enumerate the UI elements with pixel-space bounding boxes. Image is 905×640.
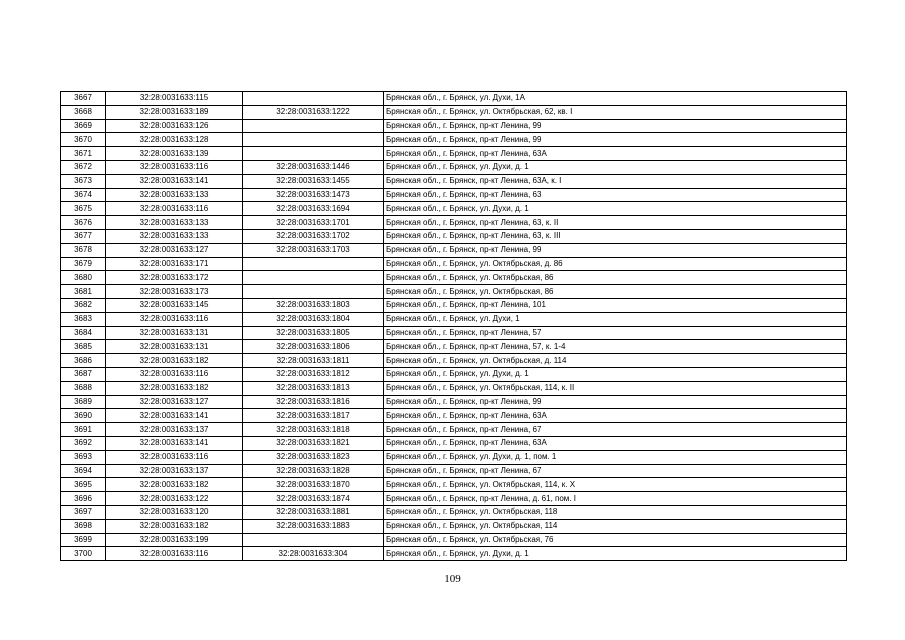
- row-number-cell: 3696: [61, 492, 106, 506]
- land-cadastral-number-cell: 32:28:0031633:116: [106, 547, 243, 561]
- row-number-cell: 3684: [61, 326, 106, 340]
- address-cell: Брянская обл., г. Брянск, ул. Октябрьская, 118: [384, 505, 847, 519]
- row-number-cell: 3679: [61, 257, 106, 271]
- row-number-cell: 3690: [61, 409, 106, 423]
- table-row: [61, 202, 847, 216]
- land-cadastral-number-cell: 32:28:0031633:133: [106, 229, 243, 243]
- row-number-cell: 3685: [61, 340, 106, 354]
- row-number-cell: 3693: [61, 450, 106, 464]
- row-number-cell: 3688: [61, 381, 106, 395]
- row-number-cell: 3677: [61, 229, 106, 243]
- table-row: [61, 505, 847, 519]
- row-number-cell: 3673: [61, 174, 106, 188]
- table-row: [61, 381, 847, 395]
- address-cell: Брянская обл., г. Брянск, ул. Октябрьская, 86: [384, 271, 847, 285]
- row-number-cell: 3692: [61, 436, 106, 450]
- address-cell: Брянская обл., г. Брянск, ул. Октябрьская, д. 86: [384, 257, 847, 271]
- row-number-cell: 3667: [61, 92, 106, 106]
- row-number-cell: 3695: [61, 478, 106, 492]
- table-row: [61, 119, 847, 133]
- land-cadastral-number-cell: 32:28:0031633:120: [106, 505, 243, 519]
- table-row: [61, 326, 847, 340]
- object-cadastral-number-cell: 32:28:0031633:1823: [243, 450, 384, 464]
- table-row: [61, 216, 847, 230]
- land-cadastral-number-cell: 32:28:0031633:127: [106, 395, 243, 409]
- row-number-cell: 3680: [61, 271, 106, 285]
- object-cadastral-number-cell: [243, 285, 384, 299]
- row-number-cell: 3691: [61, 423, 106, 437]
- object-cadastral-number-cell: 32:28:0031633:1817: [243, 409, 384, 423]
- table-row: [61, 243, 847, 257]
- table-row: [61, 409, 847, 423]
- table-row: [61, 160, 847, 174]
- address-cell: Брянская обл., г. Брянск, ул. Духи, 1: [384, 312, 847, 326]
- land-cadastral-number-cell: 32:28:0031633:139: [106, 147, 243, 161]
- row-number-cell: 3689: [61, 395, 106, 409]
- land-cadastral-number-cell: 32:28:0031633:116: [106, 160, 243, 174]
- object-cadastral-number-cell: [243, 119, 384, 133]
- land-cadastral-number-cell: 32:28:0031633:199: [106, 533, 243, 547]
- table-row: [61, 92, 847, 106]
- land-cadastral-number-cell: 32:28:0031633:127: [106, 243, 243, 257]
- address-cell: Брянская обл., г. Брянск, пр-кт Ленина, 63, к. II: [384, 216, 847, 230]
- address-cell: Брянская обл., г. Брянск, ул. Октябрьская, 114: [384, 519, 847, 533]
- object-cadastral-number-cell: 32:28:0031633:1813: [243, 381, 384, 395]
- table-row: [61, 298, 847, 312]
- object-cadastral-number-cell: 32:28:0031633:1821: [243, 436, 384, 450]
- land-cadastral-number-cell: 32:28:0031633:173: [106, 285, 243, 299]
- row-number-cell: 3668: [61, 105, 106, 119]
- address-cell: Брянская обл., г. Брянск, пр-кт Ленина, 63: [384, 188, 847, 202]
- land-cadastral-number-cell: 32:28:0031633:131: [106, 340, 243, 354]
- address-cell: Брянская обл., г. Брянск, ул. Октябрьская, 86: [384, 285, 847, 299]
- address-cell: Брянская обл., г. Брянск, пр-кт Ленина, 99: [384, 243, 847, 257]
- page-number: 109: [444, 573, 461, 585]
- object-cadastral-number-cell: 32:28:0031633:1805: [243, 326, 384, 340]
- object-cadastral-number-cell: [243, 147, 384, 161]
- land-cadastral-number-cell: 32:28:0031633:189: [106, 105, 243, 119]
- object-cadastral-number-cell: 32:28:0031633:1803: [243, 298, 384, 312]
- object-cadastral-number-cell: 32:28:0031633:1701: [243, 216, 384, 230]
- row-number-cell: 3671: [61, 147, 106, 161]
- address-cell: Брянская обл., г. Брянск, пр-кт Ленина, д. 61, пом. I: [384, 492, 847, 506]
- address-cell: Брянская обл., г. Брянск, ул. Духи, д. 1: [384, 160, 847, 174]
- table-row: [61, 229, 847, 243]
- land-cadastral-number-cell: 32:28:0031633:126: [106, 119, 243, 133]
- object-cadastral-number-cell: 32:28:0031633:1818: [243, 423, 384, 437]
- object-cadastral-number-cell: 32:28:0031633:1812: [243, 367, 384, 381]
- row-number-cell: 3682: [61, 298, 106, 312]
- address-cell: Брянская обл., г. Брянск, ул. Октябрьская, д. 114: [384, 354, 847, 368]
- address-cell: Брянская обл., г. Брянск, пр-кт Ленина, 99: [384, 119, 847, 133]
- address-cell: Брянская обл., г. Брянск, пр-кт Ленина, 63А: [384, 409, 847, 423]
- land-cadastral-number-cell: 32:28:0031633:133: [106, 216, 243, 230]
- table-row: [61, 105, 847, 119]
- object-cadastral-number-cell: 32:28:0031633:1874: [243, 492, 384, 506]
- address-cell: Брянская обл., г. Брянск, ул. Духи, д. 1: [384, 367, 847, 381]
- row-number-cell: 3670: [61, 133, 106, 147]
- address-cell: Брянская обл., г. Брянск, ул. Духи, д. 1, пом. 1: [384, 450, 847, 464]
- address-cell: Брянская обл., г. Брянск, пр-кт Ленина, 63А, к. I: [384, 174, 847, 188]
- land-cadastral-number-cell: 32:28:0031633:141: [106, 436, 243, 450]
- row-number-cell: 3698: [61, 519, 106, 533]
- land-cadastral-number-cell: 32:28:0031633:141: [106, 409, 243, 423]
- object-cadastral-number-cell: [243, 271, 384, 285]
- object-cadastral-number-cell: 32:28:0031633:1804: [243, 312, 384, 326]
- land-cadastral-number-cell: 32:28:0031633:122: [106, 492, 243, 506]
- row-number-cell: 3675: [61, 202, 106, 216]
- row-number-cell: 3686: [61, 354, 106, 368]
- registry-table: [60, 91, 847, 561]
- object-cadastral-number-cell: [243, 133, 384, 147]
- table-row: [61, 436, 847, 450]
- table-row: [61, 464, 847, 478]
- land-cadastral-number-cell: 32:28:0031633:171: [106, 257, 243, 271]
- address-cell: Брянская обл., г. Брянск, ул. Духи, 1А: [384, 92, 847, 106]
- row-number-cell: 3683: [61, 312, 106, 326]
- address-cell: Брянская обл., г. Брянск, пр-кт Ленина, 63, к. III: [384, 229, 847, 243]
- object-cadastral-number-cell: 32:28:0031633:1473: [243, 188, 384, 202]
- table-row: [61, 492, 847, 506]
- table-row: [61, 271, 847, 285]
- row-number-cell: 3674: [61, 188, 106, 202]
- address-cell: Брянская обл., г. Брянск, пр-кт Ленина, 99: [384, 133, 847, 147]
- table-row: [61, 533, 847, 547]
- table-row: [61, 395, 847, 409]
- table-row: [61, 312, 847, 326]
- row-number-cell: 3681: [61, 285, 106, 299]
- table-row: [61, 285, 847, 299]
- table-row: [61, 188, 847, 202]
- table-row: [61, 547, 847, 561]
- object-cadastral-number-cell: 32:28:0031633:304: [243, 547, 384, 561]
- row-number-cell: 3687: [61, 367, 106, 381]
- object-cadastral-number-cell: [243, 92, 384, 106]
- object-cadastral-number-cell: 32:28:0031633:1811: [243, 354, 384, 368]
- address-cell: Брянская обл., г. Брянск, пр-кт Ленина, 99: [384, 395, 847, 409]
- address-cell: Брянская обл., г. Брянск, ул. Октябрьская, 62, кв. I: [384, 105, 847, 119]
- object-cadastral-number-cell: 32:28:0031633:1828: [243, 464, 384, 478]
- object-cadastral-number-cell: 32:28:0031633:1222: [243, 105, 384, 119]
- address-cell: Брянская обл., г. Брянск, пр-кт Ленина, 63А: [384, 147, 847, 161]
- row-number-cell: 3694: [61, 464, 106, 478]
- land-cadastral-number-cell: 32:28:0031633:116: [106, 312, 243, 326]
- row-number-cell: 3676: [61, 216, 106, 230]
- land-cadastral-number-cell: 32:28:0031633:172: [106, 271, 243, 285]
- object-cadastral-number-cell: 32:28:0031633:1703: [243, 243, 384, 257]
- object-cadastral-number-cell: 32:28:0031633:1806: [243, 340, 384, 354]
- address-cell: Брянская обл., г. Брянск, ул. Духи, д. 1: [384, 202, 847, 216]
- object-cadastral-number-cell: 32:28:0031633:1870: [243, 478, 384, 492]
- address-cell: Брянская обл., г. Брянск, пр-кт Ленина, 57: [384, 326, 847, 340]
- land-cadastral-number-cell: 32:28:0031633:128: [106, 133, 243, 147]
- table-row: [61, 174, 847, 188]
- address-cell: Брянская обл., г. Брянск, пр-кт Ленина, 67: [384, 423, 847, 437]
- table-row: [61, 147, 847, 161]
- table-row: [61, 450, 847, 464]
- table-row: [61, 340, 847, 354]
- address-cell: Брянская обл., г. Брянск, ул. Октябрьская, 114, к. Х: [384, 478, 847, 492]
- land-cadastral-number-cell: 32:28:0031633:182: [106, 381, 243, 395]
- land-cadastral-number-cell: 32:28:0031633:116: [106, 450, 243, 464]
- land-cadastral-number-cell: 32:28:0031633:145: [106, 298, 243, 312]
- table-row: [61, 257, 847, 271]
- table-row: [61, 423, 847, 437]
- row-number-cell: 3699: [61, 533, 106, 547]
- object-cadastral-number-cell: 32:28:0031633:1694: [243, 202, 384, 216]
- object-cadastral-number-cell: 32:28:0031633:1816: [243, 395, 384, 409]
- table-row: [61, 478, 847, 492]
- land-cadastral-number-cell: 32:28:0031633:133: [106, 188, 243, 202]
- row-number-cell: 3669: [61, 119, 106, 133]
- object-cadastral-number-cell: 32:28:0031633:1702: [243, 229, 384, 243]
- object-cadastral-number-cell: 32:28:0031633:1881: [243, 505, 384, 519]
- address-cell: Брянская обл., г. Брянск, пр-кт Ленина, 67: [384, 464, 847, 478]
- address-cell: Брянская обл., г. Брянск, пр-кт Ленина, 57, к. 1-4: [384, 340, 847, 354]
- object-cadastral-number-cell: [243, 257, 384, 271]
- address-cell: Брянская обл., г. Брянск, ул. Октябрьская, 76: [384, 533, 847, 547]
- address-cell: Брянская обл., г. Брянск, ул. Духи, д. 1: [384, 547, 847, 561]
- land-cadastral-number-cell: 32:28:0031633:115: [106, 92, 243, 106]
- table-row: [61, 519, 847, 533]
- land-cadastral-number-cell: 32:28:0031633:182: [106, 478, 243, 492]
- registry-table-body: [61, 92, 847, 561]
- row-number-cell: 3678: [61, 243, 106, 257]
- address-cell: Брянская обл., г. Брянск, пр-кт Ленина, 63А: [384, 436, 847, 450]
- land-cadastral-number-cell: 32:28:0031633:182: [106, 354, 243, 368]
- object-cadastral-number-cell: 32:28:0031633:1446: [243, 160, 384, 174]
- row-number-cell: 3700: [61, 547, 106, 561]
- row-number-cell: 3697: [61, 505, 106, 519]
- land-cadastral-number-cell: 32:28:0031633:116: [106, 202, 243, 216]
- land-cadastral-number-cell: 32:28:0031633:116: [106, 367, 243, 381]
- land-cadastral-number-cell: 32:28:0031633:137: [106, 464, 243, 478]
- object-cadastral-number-cell: 32:28:0031633:1455: [243, 174, 384, 188]
- table-row: [61, 367, 847, 381]
- land-cadastral-number-cell: 32:28:0031633:131: [106, 326, 243, 340]
- row-number-cell: 3672: [61, 160, 106, 174]
- address-cell: Брянская обл., г. Брянск, ул. Октябрьская, 114, к. II: [384, 381, 847, 395]
- table-row: [61, 133, 847, 147]
- address-cell: Брянская обл., г. Брянск, пр-кт Ленина, 101: [384, 298, 847, 312]
- table-row: [61, 354, 847, 368]
- land-cadastral-number-cell: 32:28:0031633:137: [106, 423, 243, 437]
- object-cadastral-number-cell: [243, 533, 384, 547]
- object-cadastral-number-cell: 32:28:0031633:1883: [243, 519, 384, 533]
- land-cadastral-number-cell: 32:28:0031633:141: [106, 174, 243, 188]
- land-cadastral-number-cell: 32:28:0031633:182: [106, 519, 243, 533]
